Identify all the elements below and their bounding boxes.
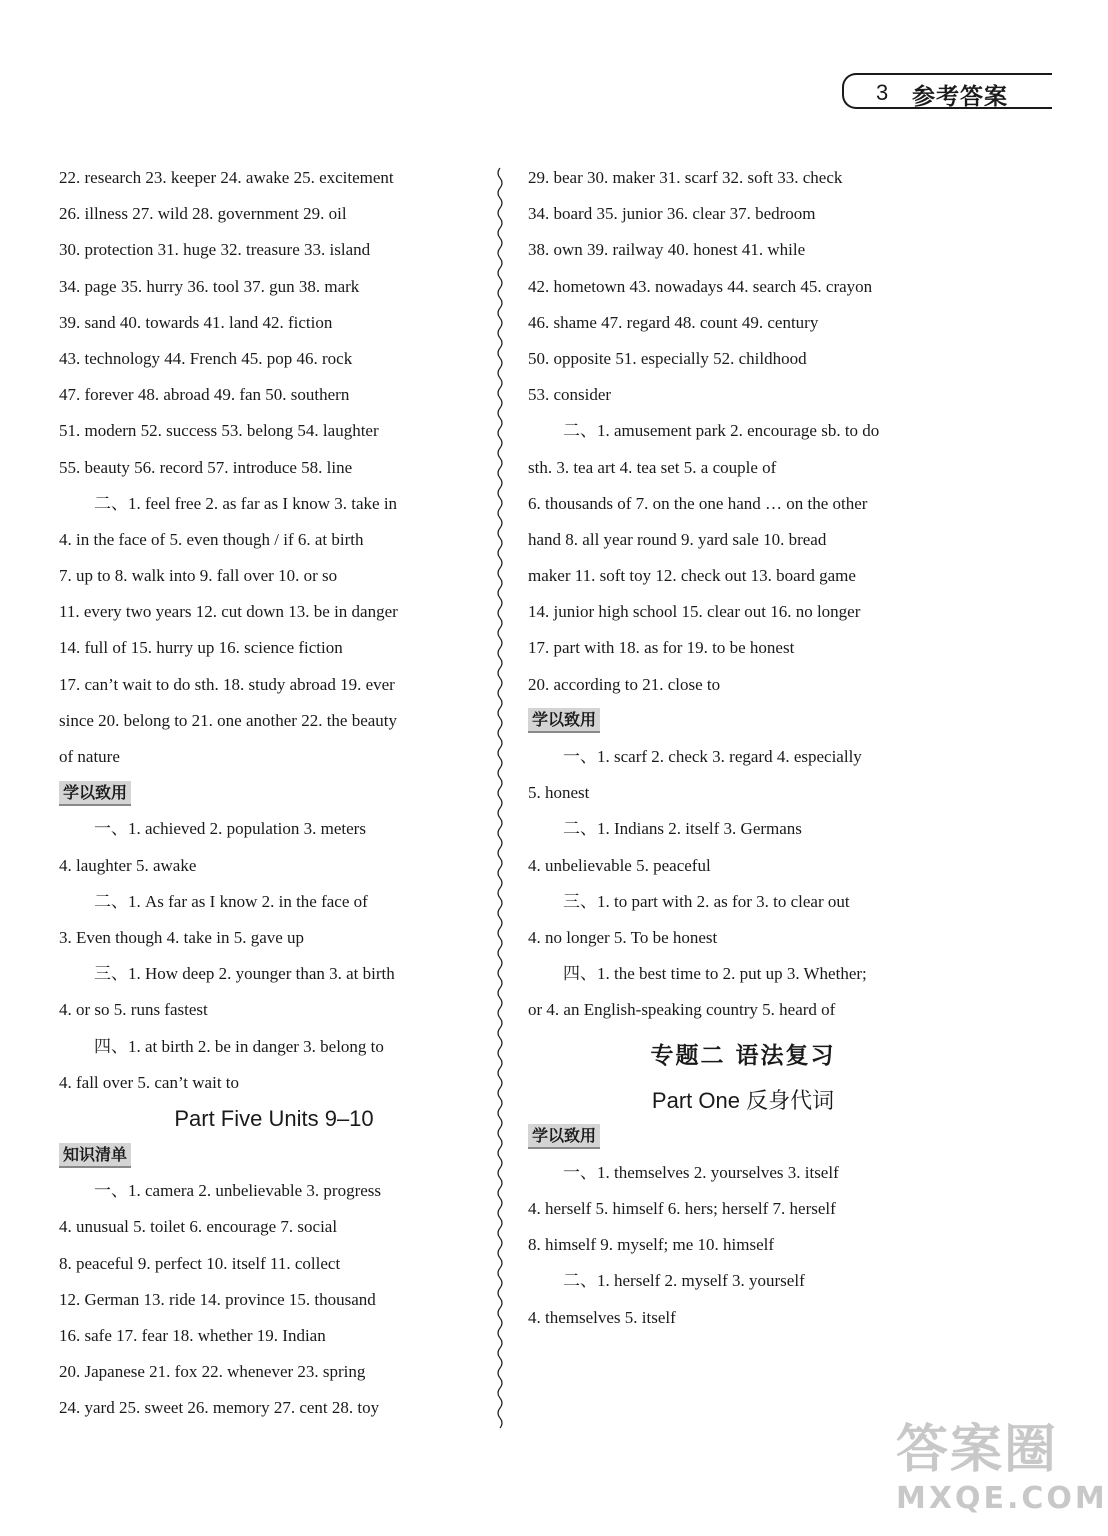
page-title: 参考答案 <box>912 84 1008 110</box>
section-badge: 学以致用 <box>59 781 131 806</box>
watermark-cn: 答案圈 <box>896 1420 1059 1480</box>
answer-line: 12. German 13. ride 14. province 15. thousand <box>59 1289 376 1309</box>
section-badge: 学以致用 <box>528 708 600 733</box>
answer-line: maker 11. soft toy 12. check out 13. board game <box>528 566 856 586</box>
answer-line: 二、1. amusement park 2. encourage sb. to do <box>563 421 880 441</box>
answer-line: 14. full of 15. hurry up 16. science fiction <box>59 638 343 658</box>
part-heading: Part One 反身代词 <box>651 1087 835 1113</box>
answer-line: 二、1. As far as I know 2. in the face of <box>94 891 368 911</box>
answer-line: 二、1. Indians 2. itself 3. Germans <box>563 819 802 839</box>
answer-line: 39. sand 40. towards 41. land 42. fiction <box>59 312 333 332</box>
answer-line: 二、1. feel free 2. as far as I know 3. take in <box>94 493 398 513</box>
answer-line: of nature <box>59 747 120 766</box>
watermark-en: MXQE.COM <box>896 1481 1108 1516</box>
section-badge: 学以致用 <box>528 1124 600 1149</box>
answer-line: 16. safe 17. fear 18. whether 19. Indian <box>59 1326 326 1345</box>
answer-line: 26. illness 27. wild 28. government 29. oil <box>59 204 347 224</box>
answer-line: 一、1. achieved 2. population 3. meters <box>94 819 366 839</box>
answer-line: 17. can’t wait to do sth. 18. study abroad 19. ever <box>59 674 395 694</box>
answer-line: 47. forever 48. abroad 49. fan 50. southern <box>59 385 350 405</box>
answer-line: 8. himself 9. myself; me 10. himself <box>528 1235 774 1255</box>
answer-line: 22. research 23. keeper 24. awake 25. excitement <box>59 168 394 187</box>
answer-line: 29. bear 30. maker 31. scarf 32. soft 33. check <box>528 168 843 187</box>
answer-line: 30. protection 31. huge 32. treasure 33. island <box>59 240 371 260</box>
answer-line: 38. own 39. railway 40. honest 41. while <box>528 240 806 260</box>
answer-line: 三、1. to part with 2. as for 3. to clear out <box>563 891 850 911</box>
answer-line: 4. no longer 5. To be honest <box>528 927 718 947</box>
answer-line: 4. fall over 5. can’t wait to <box>59 1072 240 1092</box>
answer-line: 14. junior high school 15. clear out 16. no longer <box>528 602 861 622</box>
page-number: 3 <box>876 80 889 105</box>
part-heading: Part Five Units 9–10 <box>174 1105 374 1131</box>
answer-line: 四、1. at birth 2. be in danger 3. belong to <box>94 1036 384 1056</box>
answer-line: 17. part with 18. as for 19. to be honest <box>528 638 795 658</box>
section-badge: 知识清单 <box>59 1143 131 1168</box>
answer-line: 53. consider <box>528 385 612 405</box>
answer-line: 20. Japanese 21. fox 22. whenever 23. spring <box>59 1362 366 1382</box>
answer-line: hand 8. all year round 9. yard sale 10. bread <box>528 529 827 549</box>
section-badge-row <box>528 1119 958 1155</box>
answer-line: 6. thousands of 7. on the one hand … on the other <box>528 493 868 513</box>
answer-line: 55. beauty 56. record 57. introduce 58. line <box>59 457 353 477</box>
answer-line: 43. technology 44. French 45. pop 46. rock <box>59 348 353 368</box>
answer-line: 20. according to 21. close to <box>528 674 721 694</box>
answer-line: 7. up to 8. walk into 9. fall over 10. or so <box>59 566 338 586</box>
topic-heading: 专题二 语法复习 <box>650 1042 836 1069</box>
answer-line: 4. unusual 5. toilet 6. encourage 7. social <box>59 1217 338 1237</box>
answer-line: 4. themselves 5. itself <box>528 1307 676 1327</box>
answer-line: sth. 3. tea art 4. tea set 5. a couple of <box>528 457 777 477</box>
answer-line: 51. modern 52. success 53. belong 54. laughter <box>59 421 379 441</box>
right-column <box>528 160 958 1336</box>
answer-line: 一、1. scarf 2. check 3. regard 4. especially <box>563 747 862 766</box>
section-badge-row <box>59 775 489 811</box>
answer-line: 5. honest <box>528 783 590 803</box>
column-divider <box>493 168 507 1423</box>
answer-line: 42. hometown 43. nowadays 44. search 45. crayon <box>528 276 873 296</box>
answer-line: 3. Even though 4. take in 5. gave up <box>59 927 305 947</box>
answer-line: 4. unbelievable 5. peaceful <box>528 855 711 875</box>
answer-line: 34. board 35. junior 36. clear 37. bedroom <box>528 204 816 224</box>
answer-line: 一、1. themselves 2. yourselves 3. itself <box>563 1162 839 1182</box>
answer-line: 11. every two years 12. cut down 13. be in danger <box>59 602 398 622</box>
section-badge-row <box>528 703 958 739</box>
answer-line: 一、1. camera 2. unbelievable 3. progress <box>94 1181 382 1201</box>
answer-line: since 20. belong to 21. one another 22. the beauty <box>59 710 398 730</box>
answer-line: 4. laughter 5. awake <box>59 855 197 875</box>
section-badge-row <box>59 1137 489 1173</box>
answer-line: 24. yard 25. sweet 26. memory 27. cent 28. toy <box>59 1398 380 1418</box>
answer-line: 三、1. How deep 2. younger than 3. at birth <box>94 964 395 984</box>
left-column <box>59 160 489 1427</box>
answer-line: 50. opposite 51. especially 52. childhood <box>528 348 807 368</box>
answer-line: 4. or so 5. runs fastest <box>59 1000 208 1020</box>
answer-line: 46. shame 47. regard 48. count 49. century <box>528 312 819 332</box>
watermark <box>896 1418 1108 1528</box>
answer-line: 二、1. herself 2. myself 3. yourself <box>563 1271 805 1291</box>
answer-line: 34. page 35. hurry 36. tool 37. gun 38. mark <box>59 276 360 296</box>
answer-line: 8. peaceful 9. perfect 10. itself 11. collect <box>59 1253 341 1273</box>
answer-line: 4. in the face of 5. even though / if 6. at birth <box>59 529 364 549</box>
answer-line: 四、1. the best time to 2. put up 3. Whether; <box>563 964 867 984</box>
answer-line: or 4. an English-speaking country 5. heard of <box>528 1000 836 1020</box>
answer-line: 4. herself 5. himself 6. hers; herself 7. herself <box>528 1199 836 1219</box>
